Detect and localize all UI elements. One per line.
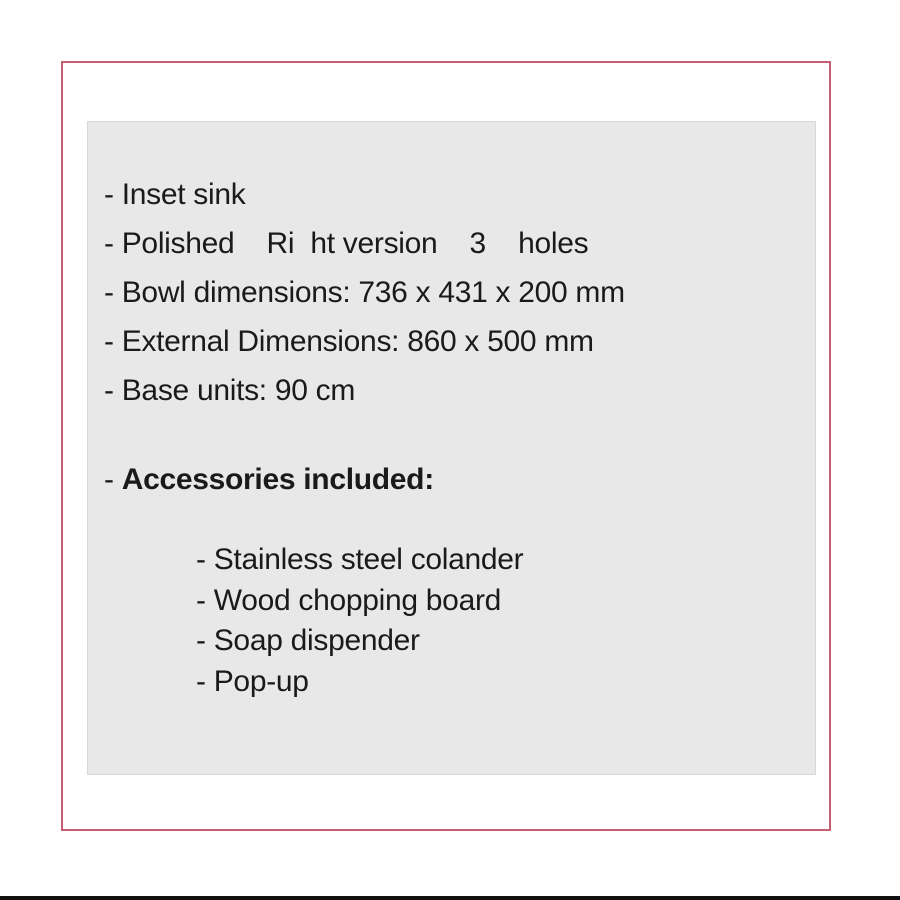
spec-item-bowl-dimensions: - Bowl dimensions: 736 x 431 x 200 mm (104, 276, 625, 309)
accessory-item-colander: - Stainless steel colander (196, 543, 524, 576)
accessory-item-chopping-board: - Wood chopping board (196, 583, 502, 617)
accessories-list (196, 540, 523, 702)
spec-list (104, 172, 625, 417)
accessories-heading (104, 457, 434, 503)
spec-item-inset-sink: - Inset sink (104, 178, 246, 211)
spec-item-finish-version: - Polished Ri ht version 3 holes (104, 227, 589, 260)
spec-item-external-dimensions: - External Dimensions: 860 x 500 mm (104, 325, 594, 358)
accessory-item-soap-dispenser: - Soap dispender (196, 624, 420, 657)
accessory-item-pop-up: - Pop-up (196, 664, 309, 698)
bottom-divider (0, 896, 900, 900)
accessories-heading-label: Accessories included: (121, 463, 434, 496)
accessories-heading-prefix: - (104, 463, 122, 496)
spec-item-base-units: - Base units: 90 cm (104, 374, 356, 407)
